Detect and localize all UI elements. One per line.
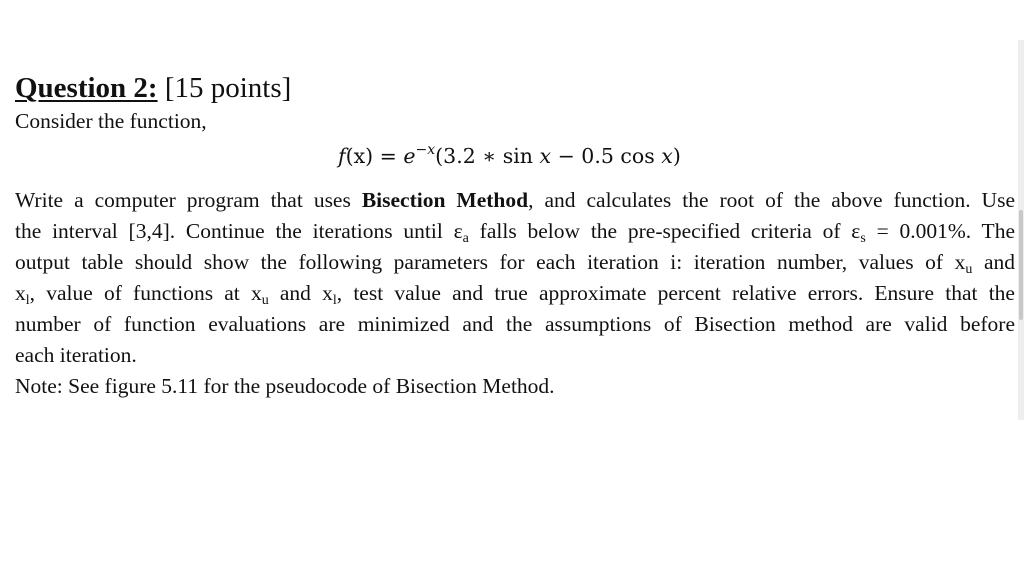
question-heading — [15, 70, 1015, 106]
paragraph-line-3: output table should show the following parameters for each iteration i: iteration number, values of $x_u$ and — [15, 250, 1016, 277]
scrollbar-thumb[interactable] — [1019, 210, 1023, 320]
question-label: Question 2: — [15, 72, 158, 104]
paragraph-line-4: $x_l$, value of functions at $x_u$ and $x_l$, test value and true approximate percent relative errors. Ensure that the — [15, 281, 1015, 308]
paragraph-line-5: number of function evaluations are minimized and the assumptions of Bisection method are valid before — [15, 312, 1015, 336]
intro-text: Consider the function, — [15, 109, 207, 133]
function-formula: $f(x) = e^{-x}(3.2$ ∗ sin x − 0.5 cos x) — [338, 142, 681, 168]
question-points: [15 points] — [164, 72, 292, 104]
paragraph-line-2: the interval [3,4]. Continue the iterations until $\varepsilon_a$ falls below the pre-specified criteria of $\varepsilon_s = 0.001\%$. The — [15, 219, 1015, 246]
paragraph-line-1: Write a computer program that uses Bisection Method, and calculates the root of the above function. Use — [15, 188, 1015, 212]
vertical-scrollbar[interactable] — [1018, 40, 1024, 420]
note-text: Note: See figure 5.11 for the pseudocode of Bisection Method. — [15, 374, 555, 398]
instructions-paragraph — [15, 185, 1015, 371]
document-body — [15, 70, 1015, 402]
paragraph-line-6: each iteration. — [15, 343, 137, 367]
